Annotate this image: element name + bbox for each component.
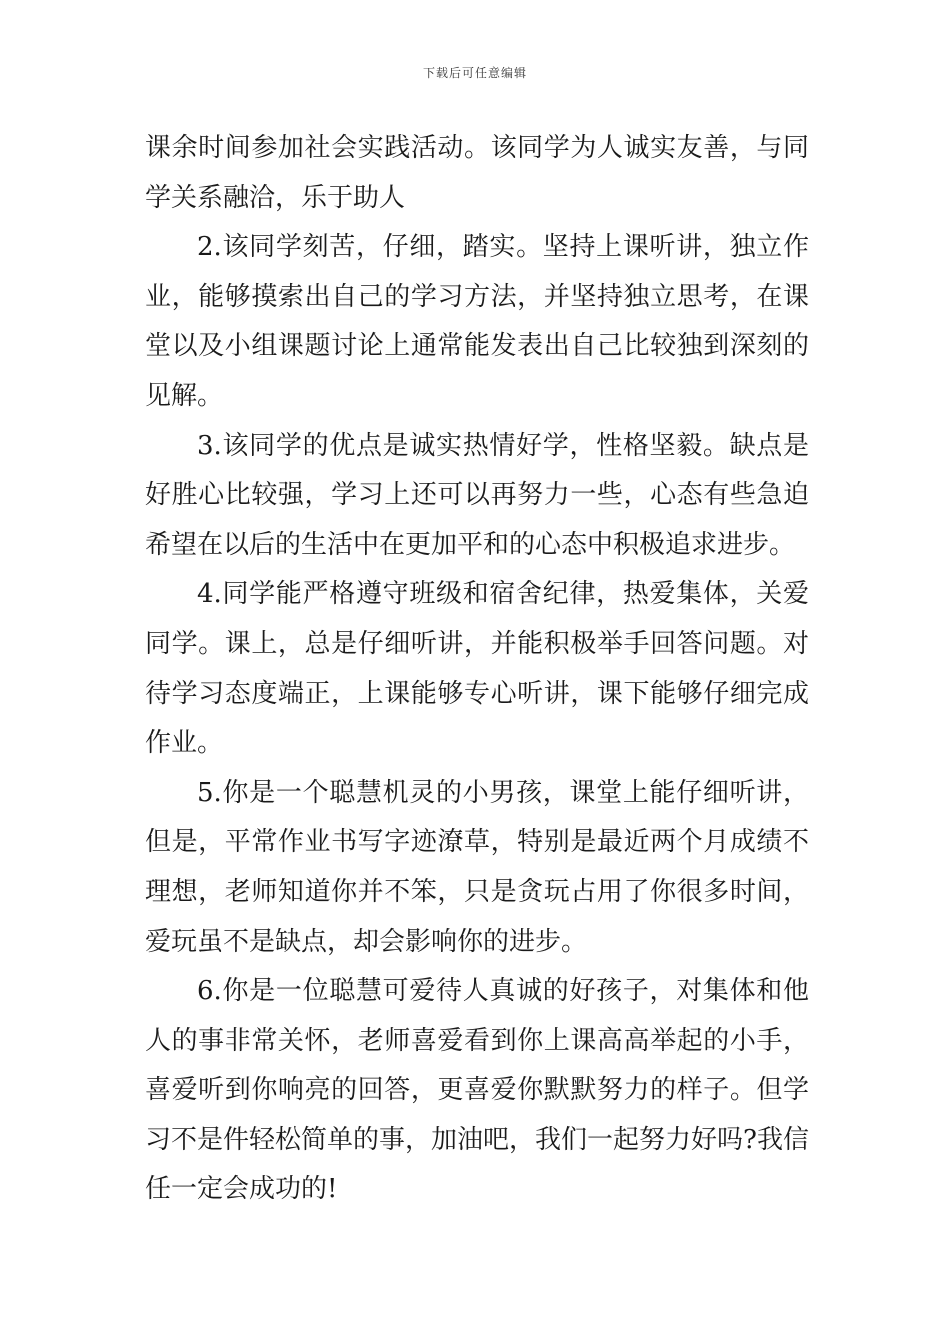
paragraph-item-2: 2.该同学刻苦，仔细，踏实。坚持上课听讲，独立作业，能够摸索出自己的学习方法，并坚持独立思考，在课堂以及小组课题讨论上通常能发表出自己比较独到深刻的见解。 xyxy=(145,232,809,411)
paragraph-item-3: 3.该同学的优点是诚实热情好学，性格坚毅。缺点是好胜心比较强，学习上还可以再努力一些，心态有些急迫希望在以后的生活中在更加平和的心态中积极追求进步。 xyxy=(145,430,809,560)
paragraph-continuation: 课余时间参加社会实践活动。该同学为人诚实友善，与同学关系融洽，乐于助人 xyxy=(145,133,809,213)
document-body xyxy=(145,124,809,1215)
paragraph-item-4: 4.同学能严格遵守班级和宿舍纪律，热爱集体，关爱同学。课上，总是仔细听讲，并能积极举手回答问题。对待学习态度端正，上课能够专心听讲，课下能够仔细完成作业。 xyxy=(145,579,809,759)
page-header: 下载后可任意编辑 xyxy=(422,66,527,80)
paragraph-item-5: 5.你是一个聪慧机灵的小男孩，课堂上能仔细听讲，但是，平常作业书写字迹潦草，特别是最近两个月成绩不理想，老师知道你并不笨，只是贪玩占用了你很多时间，爱玩虽不是缺点，却会影响你的进步。 xyxy=(145,777,809,957)
paragraph-item-6: 6.你是一位聪慧可爱待人真诚的好孩子，对集体和他人的事非常关怀，老师喜爱看到你上课高高举起的小手，喜爱听到你响亮的回答，更喜爱你默默努力的样子。但学习不是件轻松简单的事，加油吧，我们一起努力好吗?我信任一定会成功的! xyxy=(145,976,809,1205)
